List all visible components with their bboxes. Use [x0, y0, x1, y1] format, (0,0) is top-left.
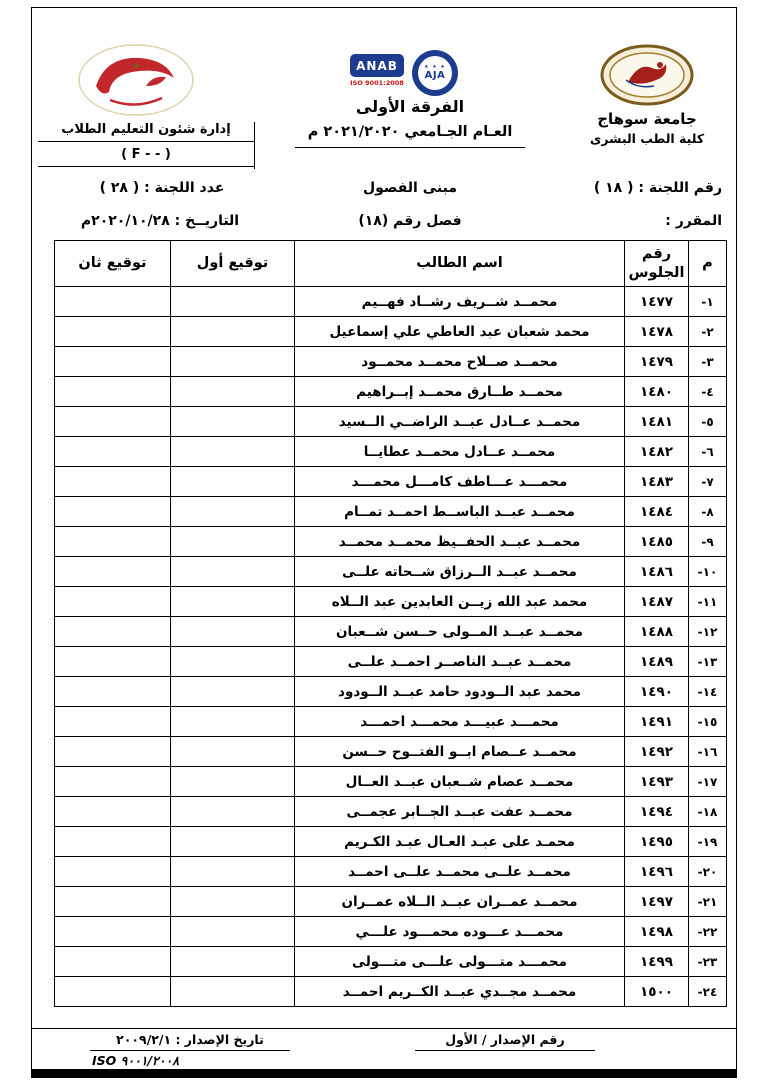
building-name: مبنى الفصول: [363, 180, 457, 196]
first-signature-cell: [171, 707, 295, 737]
seat-number-cell: ١٤٨٦: [625, 557, 689, 587]
row-number-cell: ١٣-: [689, 647, 727, 677]
header-divider-line: [254, 122, 255, 169]
second-signature-cell: [55, 317, 171, 347]
student-name-cell: محمــد عبــد المــولى حــسن شــعبان: [295, 617, 625, 647]
seat-number-cell: ١٤٨٥: [625, 527, 689, 557]
seat-number-cell: ١٤٨٢: [625, 437, 689, 467]
row-number-cell: ١٤-: [689, 677, 727, 707]
seat-number-cell: ١٤٩٩: [625, 947, 689, 977]
seat-number-cell: ١٤٩٤: [625, 797, 689, 827]
first-signature-cell: [171, 887, 295, 917]
faculty-name: كلية الطب البشرى: [589, 131, 705, 146]
second-signature-cell: [55, 977, 171, 1007]
first-signature-cell: [171, 917, 295, 947]
seat-number-cell: ١٤٩١: [625, 707, 689, 737]
second-signature-cell: [55, 377, 171, 407]
table-row: [55, 647, 727, 677]
student-name-cell: محمـــد عبيـــد محمـــد احمـــد: [295, 707, 625, 737]
col-header-name: اسم الطالب: [295, 241, 625, 287]
table-row: [55, 437, 727, 467]
row-number-cell: ٢٤-: [689, 977, 727, 1007]
anab-logo-icon: [350, 54, 404, 87]
first-signature-cell: [171, 737, 295, 767]
first-signature-cell: [171, 977, 295, 1007]
issue-number: رقم الإصدار / الأول: [415, 1032, 595, 1051]
student-name-cell: محمــد شــريف رشــاد فهــيم: [295, 287, 625, 317]
seat-number-cell: ١٤٩٧: [625, 887, 689, 917]
table-row: [55, 497, 727, 527]
table-row: [55, 587, 727, 617]
second-signature-cell: [55, 767, 171, 797]
grade-title: الفرقة الأولى: [355, 97, 465, 116]
row-number-cell: ١٢-: [689, 617, 727, 647]
row-number-cell: ١٥-: [689, 707, 727, 737]
table-row: [55, 977, 727, 1007]
form-code: ( F - - ): [38, 147, 254, 167]
seat-number-cell: ١٤٨٧: [625, 587, 689, 617]
row-number-cell: ٩-: [689, 527, 727, 557]
first-signature-cell: [171, 497, 295, 527]
row-number-cell: ٢٢-: [689, 917, 727, 947]
row-number-cell: ١١-: [689, 587, 727, 617]
second-signature-cell: [55, 437, 171, 467]
second-signature-cell: [55, 557, 171, 587]
first-signature-cell: [171, 947, 295, 977]
aja-logo-icon: [412, 50, 458, 96]
row-number-cell: ١٠-: [689, 557, 727, 587]
seat-number-cell: ١٤٩٥: [625, 827, 689, 857]
first-signature-cell: [171, 857, 295, 887]
table-row: [55, 377, 727, 407]
seat-number-cell: ١٤٩٠: [625, 677, 689, 707]
seat-number-cell: ١٤٨١: [625, 407, 689, 437]
first-signature-cell: [171, 617, 295, 647]
seat-number-cell: ١٤٩٨: [625, 917, 689, 947]
committee-number: رقم اللجنة : ( ١٨ ): [593, 180, 722, 196]
anab-iso-label: ISO 9001:2008: [350, 79, 404, 87]
table-row: [55, 677, 727, 707]
seat-number-cell: ١٤٧٧: [625, 287, 689, 317]
second-signature-cell: [55, 797, 171, 827]
seat-number-cell: ١٤٨٨: [625, 617, 689, 647]
class-number: فصل رقم (١٨): [358, 213, 462, 229]
second-signature-cell: [55, 347, 171, 377]
table-row: [55, 347, 727, 377]
row-number-cell: ٥-: [689, 407, 727, 437]
student-name-cell: محمــد عــادل عبــد الراضــي الــسيد: [295, 407, 625, 437]
student-name-cell: محمــد عــصام ابــو الفتــوح حــسن: [295, 737, 625, 767]
row-number-cell: ١٦-: [689, 737, 727, 767]
first-signature-cell: [171, 317, 295, 347]
table-row: [55, 917, 727, 947]
second-signature-cell: [55, 647, 171, 677]
aja-stars: ★ ★ ★: [424, 63, 446, 70]
student-name-cell: محمـــد عـــاطف كامـــل محمـــد: [295, 467, 625, 497]
university-name: جامعة سوهاج: [597, 110, 697, 128]
first-signature-cell: [171, 527, 295, 557]
row-number-cell: ١٩-: [689, 827, 727, 857]
second-signature-cell: [55, 527, 171, 557]
table-row: [55, 887, 727, 917]
issue-date: تاريخ الإصدار : ٢٠٠٩/٢/١: [90, 1032, 290, 1051]
table-row: [55, 287, 727, 317]
first-signature-cell: [171, 407, 295, 437]
second-signature-cell: [55, 467, 171, 497]
department-emblem-icon: [76, 42, 196, 118]
student-name-cell: محمــد علــى محمــد علــى احمــد: [295, 857, 625, 887]
seat-number-cell: ١٤٧٩: [625, 347, 689, 377]
table-row: [55, 947, 727, 977]
aja-logo-inner: [418, 56, 452, 90]
row-number-cell: ٨-: [689, 497, 727, 527]
seat-number-cell: ١٤٧٨: [625, 317, 689, 347]
first-signature-cell: [171, 557, 295, 587]
student-name-cell: محمــد عمــران عبــد الــلاه عمــران: [295, 887, 625, 917]
second-signature-cell: [55, 947, 171, 977]
second-signature-cell: [55, 917, 171, 947]
col-header-first-signature: توقيع أول: [171, 241, 295, 287]
first-signature-cell: [171, 287, 295, 317]
university-emblem-icon: [600, 44, 694, 106]
second-signature-cell: [55, 887, 171, 917]
footer-divider-line: [31, 1028, 737, 1029]
student-name-cell: محمــد صــلاح محمــد محمــود: [295, 347, 625, 377]
second-signature-cell: [55, 707, 171, 737]
student-name-cell: محمـــد عـــوده محمـــود علـــي: [295, 917, 625, 947]
seat-number-cell: ١٤٨٠: [625, 377, 689, 407]
first-signature-cell: [171, 647, 295, 677]
table-header-row: [55, 241, 727, 287]
seat-number-cell: ١٤٩٣: [625, 767, 689, 797]
first-signature-cell: [171, 587, 295, 617]
student-name-cell: محمــد عفت عبــد الجــابر عجمــى: [295, 797, 625, 827]
row-number-cell: ٤-: [689, 377, 727, 407]
row-number-cell: ٢٣-: [689, 947, 727, 977]
department-name: إدارة شئون التعليم الطلاب: [38, 122, 254, 142]
row-number-cell: ١٧-: [689, 767, 727, 797]
table-row: [55, 407, 727, 437]
table-row: [55, 767, 727, 797]
table-row: [55, 737, 727, 767]
students-table: [54, 240, 727, 1007]
iso-certification-label: ISO ٩٠٠١/٢٠٠٨: [92, 1053, 179, 1068]
table-row: [55, 317, 727, 347]
second-signature-cell: [55, 497, 171, 527]
row-number-cell: ١٨-: [689, 797, 727, 827]
student-name-cell: محمــد عبــد الباســط احمــد تمــام: [295, 497, 625, 527]
second-signature-cell: [55, 617, 171, 647]
exam-date: التاريــخ : ٢٠٢٠/١٠/٢٨م: [80, 213, 240, 229]
second-signature-cell: [55, 407, 171, 437]
academic-year: العـام الجـامعي ٢٠٢١/٢٠٢٠ م: [295, 124, 525, 148]
first-signature-cell: [171, 827, 295, 857]
student-name-cell: محمد عبد الــودود حامد عبــد الــودود: [295, 677, 625, 707]
first-signature-cell: [171, 437, 295, 467]
seat-number-cell: ١٤٨٩: [625, 647, 689, 677]
first-signature-cell: [171, 347, 295, 377]
second-signature-cell: [55, 677, 171, 707]
first-signature-cell: [171, 467, 295, 497]
course-label: المقرر :: [665, 213, 722, 229]
student-name-cell: محمـــد متـــولى علـــى متـــولى: [295, 947, 625, 977]
row-number-cell: ٦-: [689, 437, 727, 467]
table-row: [55, 557, 727, 587]
second-signature-cell: [55, 857, 171, 887]
row-number-cell: ٢٠-: [689, 857, 727, 887]
table-row: [55, 527, 727, 557]
col-header-second-signature: توقيع ثان: [55, 241, 171, 287]
second-signature-cell: [55, 737, 171, 767]
seat-number-cell: ١٥٠٠: [625, 977, 689, 1007]
col-header-no: م: [689, 241, 727, 287]
second-signature-cell: [55, 827, 171, 857]
row-number-cell: ٢١-: [689, 887, 727, 917]
student-name-cell: محمــد عصام شــعبان عبــد العــال: [295, 767, 625, 797]
table-row: [55, 797, 727, 827]
table-row: [55, 827, 727, 857]
col-header-seat: رقم الجلوس: [625, 241, 689, 287]
student-name-cell: محمــد عــادل محمــد عطايــا: [295, 437, 625, 467]
student-name-cell: محمــد مجــدي عبــد الكــريم احمــد: [295, 977, 625, 1007]
student-name-cell: محمـد على عبـد العـال عبـد الكـريم: [295, 827, 625, 857]
students-tbody: [55, 287, 727, 1007]
aja-label: AJA: [424, 70, 446, 82]
table-row: [55, 617, 727, 647]
committee-count: عدد اللجنة : ( ٢٨ ): [99, 180, 225, 196]
table-row: [55, 467, 727, 497]
seat-number-cell: ١٤٩٢: [625, 737, 689, 767]
first-signature-cell: [171, 767, 295, 797]
student-name-cell: محمــد عبــد الحفــيظ محمــد محمــد: [295, 527, 625, 557]
row-number-cell: ٧-: [689, 467, 727, 497]
row-number-cell: ٢-: [689, 317, 727, 347]
row-number-cell: ٣-: [689, 347, 727, 377]
student-name-cell: محمــد عبــد الناصــر احمــد علــى: [295, 647, 625, 677]
second-signature-cell: [55, 587, 171, 617]
student-name-cell: محمد شعبان عبد العاطي علي إسماعيل: [295, 317, 625, 347]
first-signature-cell: [171, 797, 295, 827]
first-signature-cell: [171, 677, 295, 707]
student-name-cell: محمــد عبــد الــرزاق شــحاته علــى: [295, 557, 625, 587]
first-signature-cell: [171, 377, 295, 407]
anab-label: ANAB: [350, 54, 404, 77]
table-row: [55, 857, 727, 887]
table-row: [55, 707, 727, 737]
seat-number-cell: ١٤٩٦: [625, 857, 689, 887]
second-signature-cell: [55, 287, 171, 317]
row-number-cell: ١-: [689, 287, 727, 317]
seat-number-cell: ١٤٨٣: [625, 467, 689, 497]
student-name-cell: محمــد طــارق محمــد إبــراهيم: [295, 377, 625, 407]
student-name-cell: محمد عبد الله زيــن العابدين عبد الــلاه: [295, 587, 625, 617]
seat-number-cell: ١٤٨٤: [625, 497, 689, 527]
